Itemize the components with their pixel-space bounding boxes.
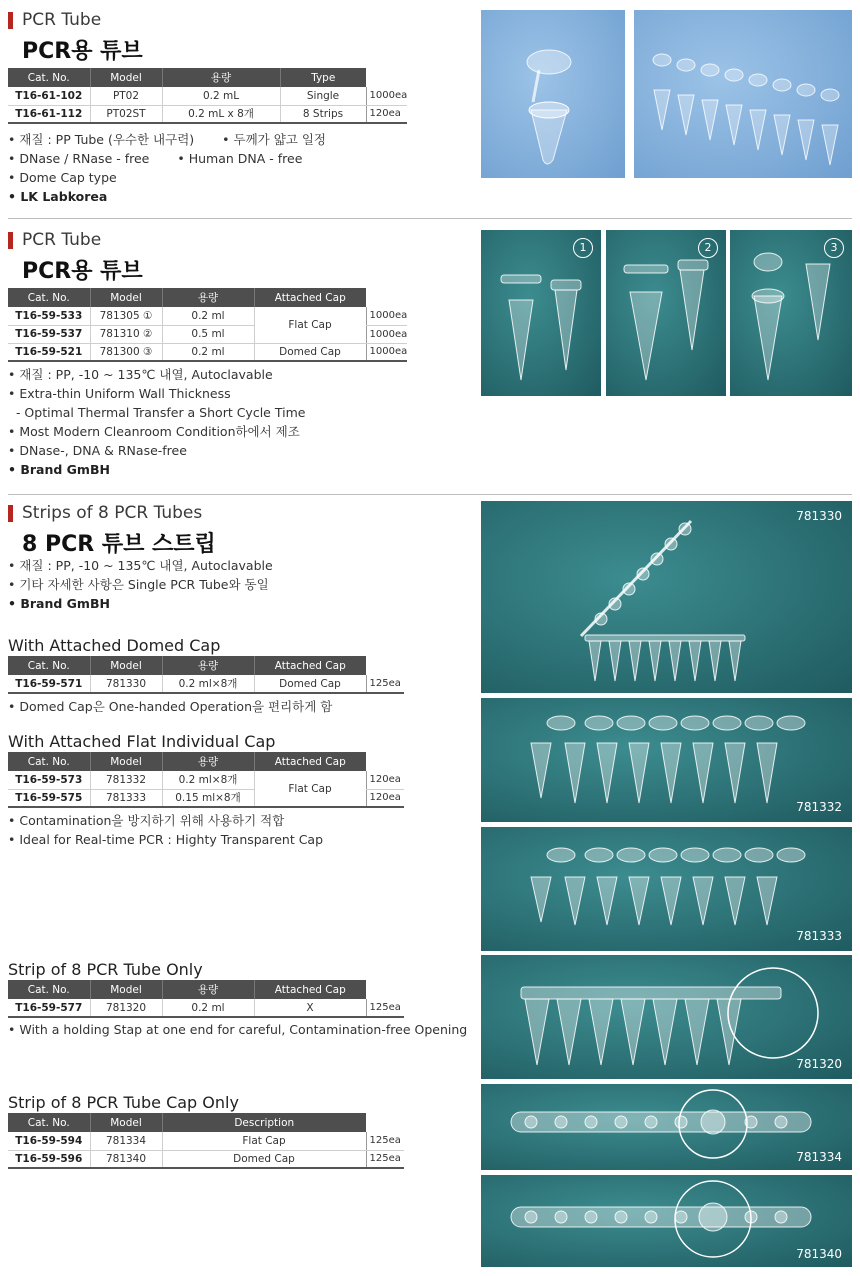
cell-qty: 120ea: [366, 771, 404, 789]
note-row: • Most Modern Cleanroom Condition하에서 제조: [8, 424, 300, 439]
note-brand: • Brand GmBH: [8, 596, 110, 611]
cell-cat: T16-59-571: [8, 675, 90, 693]
photo-781320: [481, 955, 852, 1079]
note-thickness: 두께가 얇고 일정: [233, 132, 326, 147]
cell-cat: T16-59-594: [8, 1132, 90, 1150]
col-type: Type: [280, 68, 366, 87]
col-volume: 용량: [162, 288, 254, 307]
section-title-ko: 8 PCR 튜브 스트립: [22, 532, 216, 557]
note-row: • Contamination을 방지하기 위해 사용하기 적합: [8, 813, 285, 828]
cell-model: 781340: [90, 1150, 162, 1168]
note-row: • Domed Cap은 One-handed Operation을 편리하게 함: [8, 699, 333, 714]
notes-2: [8, 365, 305, 479]
spec-table-tube-only: [8, 980, 404, 1018]
section-title-ko: PCR용 튜브: [22, 259, 143, 284]
accent-bar: [8, 232, 13, 249]
table-header: [8, 68, 407, 87]
table-header: [8, 288, 407, 307]
cell-qty: 125ea: [366, 675, 404, 693]
cell-volume: 0.2 ml: [162, 999, 254, 1017]
cell-model: 781320: [90, 999, 162, 1017]
domed-strip-illustration: [481, 501, 852, 693]
col-model: Model: [90, 1113, 162, 1132]
cell-model: PT02: [90, 87, 162, 105]
note-row: • With a holding Stap at one end for careful, Contamination-free Opening: [8, 1022, 468, 1037]
note-detail: 기타 자세한 사항은 Single PCR Tube와 동일: [19, 577, 269, 592]
photo-781330: [481, 501, 852, 693]
table-header: [8, 752, 404, 771]
cell-description: Domed Cap: [162, 1150, 366, 1168]
cell-volume: 0.2 mL: [162, 87, 280, 105]
note-row: • DNase / RNase - free • Human DNA - free: [8, 151, 303, 166]
photo-number: 2: [698, 238, 718, 258]
photo-tube-strip: [634, 10, 852, 178]
photo-tube-3: [730, 230, 852, 396]
cell-qty: 120ea: [366, 789, 404, 807]
cell-model: 781300 ③: [90, 343, 162, 361]
col-model: Model: [90, 980, 162, 999]
section-divider: [8, 494, 852, 495]
photo-781333: [481, 827, 852, 951]
table-row: [8, 675, 404, 693]
cell-model: 781330: [90, 675, 162, 693]
tube-only-strip-illustration: [481, 955, 852, 1079]
accent-bar: [8, 505, 13, 522]
note-wall: Extra-thin Uniform Wall Thickness: [19, 386, 231, 401]
brand-name: Brand GmBH: [20, 462, 110, 477]
spec-table-cap-only: [8, 1113, 404, 1169]
note-cleanroom: Most Modern Cleanroom Condition하에서 제조: [19, 424, 300, 439]
photo-781340: [481, 1175, 852, 1267]
cell-volume: 0.2 ml×8개: [162, 771, 254, 789]
note-human-dna: Human DNA - free: [188, 151, 303, 166]
photo-label: 781333: [796, 929, 842, 943]
cell-description: Flat Cap: [162, 1132, 366, 1150]
table-row: [8, 87, 407, 105]
table-header: [8, 980, 404, 999]
col-model: Model: [90, 68, 162, 87]
domed-cap-only-illustration: [481, 1175, 852, 1267]
cell-volume: 0.2 ml×8개: [162, 675, 254, 693]
section-divider: [8, 218, 852, 219]
cell-model: 781310 ②: [90, 325, 162, 343]
note-holding-stap: With a holding Stap at one end for careful, Contamination-free Opening: [19, 1022, 468, 1037]
notes-tube-only: [8, 1020, 467, 1039]
note-material: 재질 : PP, -10 ~ 135℃ 내열, Autoclavable: [19, 558, 273, 573]
cell-cat: T16-59-575: [8, 789, 90, 807]
col-attached-cap: Attached Cap: [254, 980, 366, 999]
note-row: • 기타 자세한 사항은 Single PCR Tube와 동일: [8, 577, 269, 592]
note-dnase: DNase-, DNA & RNase-free: [19, 443, 187, 458]
flat-cap-only-illustration: [481, 1084, 852, 1170]
col-cat-no: Cat. No.: [8, 980, 90, 999]
spec-table-1: [8, 68, 407, 124]
note-row: • Ideal for Real-time PCR : Highty Transparent Cap: [8, 832, 324, 847]
col-volume: 용량: [162, 68, 280, 87]
table-row: [8, 1132, 404, 1150]
cell-cat: T16-59-573: [8, 771, 90, 789]
cell-cat: T16-59-533: [8, 307, 90, 325]
table-row: [8, 999, 404, 1017]
col-description: Description: [162, 1113, 366, 1132]
note-row: • 재질 : PP, -10 ~ 135℃ 내열, Autoclavable: [8, 558, 273, 573]
tube-illustration: [481, 230, 601, 396]
cell-qty: 1000ea: [366, 325, 407, 343]
note-row: • Dome Cap type: [8, 170, 117, 185]
photo-number: 3: [824, 238, 844, 258]
cell-cap: Domed Cap: [254, 343, 366, 361]
table-row: [8, 105, 407, 123]
subsection-title-domed: With Attached Domed Cap: [8, 636, 221, 655]
cell-cat: T16-59-577: [8, 999, 90, 1017]
cell-cat: T16-59-537: [8, 325, 90, 343]
col-model: Model: [90, 656, 162, 675]
cell-volume: 0.2 mL x 8개: [162, 105, 280, 123]
note-material: 재질 : PP Tube (우수한 내구력): [19, 132, 195, 147]
cell-cat: T16-59-521: [8, 343, 90, 361]
cell-qty: 1000ea: [366, 87, 407, 105]
note-contamination: Contamination을 방지하기 위해 사용하기 적합: [19, 813, 285, 828]
table-row: [8, 343, 407, 361]
accent-bar: [8, 12, 13, 29]
photo-label: 781332: [796, 800, 842, 814]
cell-cap-merged: Flat Cap: [254, 307, 366, 343]
photo-label: 781334: [796, 1150, 842, 1164]
cell-volume: 0.5 ml: [162, 325, 254, 343]
brand-name: LK Labkorea: [20, 189, 108, 204]
cell-type: Single: [280, 87, 366, 105]
notes-domed: [8, 697, 332, 716]
cell-volume: 0.15 ml×8개: [162, 789, 254, 807]
table-row: [8, 771, 404, 789]
col-cat-no: Cat. No.: [8, 1113, 90, 1132]
note-row: • Extra-thin Uniform Wall Thickness: [8, 386, 231, 401]
spec-table-domed: [8, 656, 404, 694]
photo-single-tube: [481, 10, 625, 178]
col-cat-no: Cat. No.: [8, 656, 90, 675]
cell-cap: Domed Cap: [254, 675, 366, 693]
cell-type: 8 Strips: [280, 105, 366, 123]
cell-model: 781305 ①: [90, 307, 162, 325]
cell-volume: 0.2 ml: [162, 307, 254, 325]
subsection-title-cap-only: Strip of 8 PCR Tube Cap Only: [8, 1093, 239, 1112]
col-attached-cap: Attached Cap: [254, 656, 366, 675]
cell-qty: 1000ea: [366, 307, 407, 325]
spec-table-flat: [8, 752, 404, 808]
col-volume: 용량: [162, 980, 254, 999]
cell-cat: T16-61-102: [8, 87, 90, 105]
cell-qty: 120ea: [366, 105, 407, 123]
notes-1: [8, 130, 326, 206]
col-model: Model: [90, 288, 162, 307]
section-title-en: PCR Tube: [22, 230, 102, 250]
col-volume: 용량: [162, 752, 254, 771]
table-row: [8, 1150, 404, 1168]
notes-3: [8, 556, 273, 613]
table-header: [8, 1113, 404, 1132]
cell-cat: T16-61-112: [8, 105, 90, 123]
flat-cap-strip-illustration: [481, 698, 852, 822]
photo-label: 781330: [796, 509, 842, 523]
col-model: Model: [90, 752, 162, 771]
section-title-ko: PCR용 튜브: [22, 39, 143, 64]
col-cat-no: Cat. No.: [8, 288, 90, 307]
cell-model: 781334: [90, 1132, 162, 1150]
section-title-en: Strips of 8 PCR Tubes: [22, 503, 203, 523]
brand-name: Brand GmBH: [20, 596, 110, 611]
single-tube-illustration: [481, 10, 625, 178]
cell-model: 781332: [90, 771, 162, 789]
note-thermal: - Optimal Thermal Transfer a Short Cycle Time: [15, 405, 306, 420]
table-row: [8, 307, 407, 325]
note-real-time: Ideal for Real-time PCR : Highty Transparent Cap: [19, 832, 324, 847]
note-dnase: DNase / RNase - free: [19, 151, 150, 166]
col-attached-cap: Attached Cap: [254, 752, 366, 771]
cell-cap-merged: Flat Cap: [254, 771, 366, 807]
subsection-title-tube-only: Strip of 8 PCR Tube Only: [8, 960, 203, 979]
note-brand: • LK Labkorea: [8, 189, 108, 204]
spec-table-2: [8, 288, 407, 362]
photo-tube-1: [481, 230, 601, 396]
photo-781334: [481, 1084, 852, 1170]
photo-tube-2: [606, 230, 726, 396]
cell-cap: X: [254, 999, 366, 1017]
section-title-en: PCR Tube: [22, 10, 102, 30]
table-header: [8, 656, 404, 675]
subsection-title-flat: With Attached Flat Individual Cap: [8, 732, 276, 751]
photo-label: 781320: [796, 1057, 842, 1071]
cell-cat: T16-59-596: [8, 1150, 90, 1168]
photo-label: 781340: [796, 1247, 842, 1261]
note-one-handed: Domed Cap은 One-handed Operation을 편리하게 함: [19, 699, 333, 714]
cell-qty: 125ea: [366, 999, 404, 1017]
col-cat-no: Cat. No.: [8, 752, 90, 771]
cell-qty: 125ea: [366, 1132, 404, 1150]
note-row: • 재질 : PP Tube (우수한 내구력) • 두께가 얇고 일정: [8, 132, 326, 147]
tube-illustration: [606, 230, 726, 396]
col-volume: 용량: [162, 656, 254, 675]
note-material: 재질 : PP, -10 ~ 135℃ 내열, Autoclavable: [19, 367, 273, 382]
note-row: • 재질 : PP, -10 ~ 135℃ 내열, Autoclavable: [8, 367, 273, 382]
cell-volume: 0.2 ml: [162, 343, 254, 361]
note-brand: • Brand GmBH: [8, 462, 110, 477]
photo-781332: [481, 698, 852, 822]
col-attached-cap: Attached Cap: [254, 288, 366, 307]
tube-strip-illustration: [634, 10, 852, 178]
note-row: [8, 403, 305, 422]
cell-qty: 125ea: [366, 1150, 404, 1168]
photo-number: 1: [573, 238, 593, 258]
note-dome-cap: Dome Cap type: [19, 170, 117, 185]
cell-model: 781333: [90, 789, 162, 807]
col-cat-no: Cat. No.: [8, 68, 90, 87]
tube-illustration: [730, 230, 852, 396]
flat-cap-strip-illustration: [481, 827, 852, 951]
cell-qty: 1000ea: [366, 343, 407, 361]
note-row: • DNase-, DNA & RNase-free: [8, 443, 187, 458]
cell-model: PT02ST: [90, 105, 162, 123]
notes-flat: [8, 811, 323, 849]
